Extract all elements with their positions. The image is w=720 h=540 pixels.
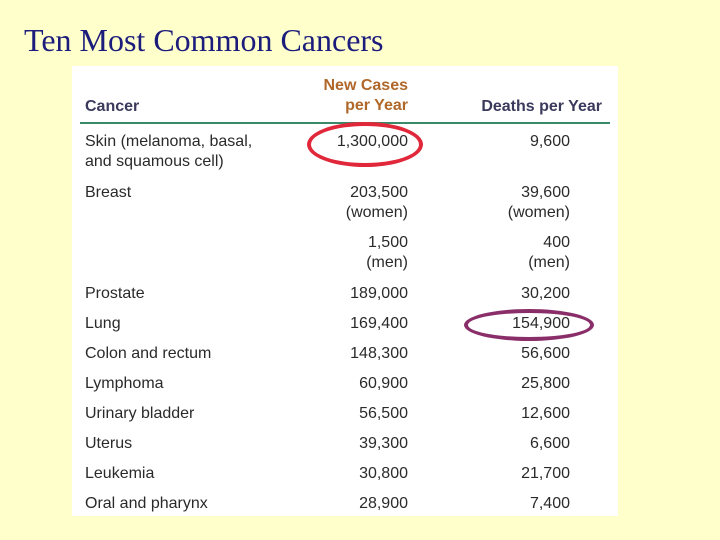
row-breast-men-deaths-label: (men) bbox=[528, 254, 570, 271]
row-leukemia-deaths: 21,700 bbox=[521, 465, 570, 482]
header-new-cases bbox=[323, 76, 408, 116]
row-lymphoma-deaths: 25,800 bbox=[521, 375, 570, 392]
row-bladder-cases: 56,500 bbox=[359, 405, 408, 422]
page-title: Ten Most Common Cancers bbox=[24, 22, 384, 58]
row-prostate-deaths: 30,200 bbox=[521, 285, 570, 302]
row-breast-men-cases-label: (men) bbox=[366, 254, 408, 271]
header-new-cases-line1: New Cases bbox=[323, 77, 408, 94]
row-lymphoma-name: Lymphoma bbox=[85, 375, 164, 392]
row-breast-women-cases bbox=[346, 183, 408, 223]
row-oral-cases: 28,900 bbox=[359, 495, 408, 512]
row-bladder-deaths: 12,600 bbox=[521, 405, 570, 422]
row-lung-cases: 169,400 bbox=[350, 315, 408, 332]
row-leukemia-cases: 30,800 bbox=[359, 465, 408, 482]
row-prostate-cases: 189,000 bbox=[350, 285, 408, 302]
row-lung-name: Lung bbox=[85, 315, 121, 332]
row-breast-men-cases bbox=[366, 233, 408, 273]
cancer-table bbox=[72, 66, 618, 516]
row-breast-men-deaths bbox=[528, 233, 570, 273]
row-skin-name bbox=[85, 132, 252, 172]
header-deaths: Deaths per Year bbox=[481, 98, 602, 115]
row-breast-men-cases-value: 1,500 bbox=[367, 234, 408, 251]
row-skin-name-line1: Skin (melanoma, basal, bbox=[85, 133, 253, 150]
row-breast-men-deaths-value: 400 bbox=[543, 234, 570, 251]
row-oral-name: Oral and pharynx bbox=[85, 495, 208, 512]
row-colon-name: Colon and rectum bbox=[85, 345, 212, 362]
row-skin-cases: 1,300,000 bbox=[336, 133, 408, 150]
highlight-oval-lung-deaths bbox=[464, 309, 594, 341]
row-uterus-deaths: 6,600 bbox=[529, 435, 570, 452]
row-lung-deaths: 154,900 bbox=[512, 315, 570, 332]
header-cancer: Cancer bbox=[85, 98, 140, 115]
row-breast-women-deaths bbox=[508, 183, 570, 223]
row-breast-women-deaths-label: (women) bbox=[507, 204, 570, 221]
row-breast-women-deaths-value: 39,600 bbox=[521, 184, 570, 201]
row-uterus-name: Uterus bbox=[85, 435, 133, 452]
row-skin-deaths: 9,600 bbox=[529, 133, 570, 150]
row-breast-name: Breast bbox=[85, 184, 132, 201]
row-uterus-cases: 39,300 bbox=[359, 435, 408, 452]
row-colon-deaths: 56,600 bbox=[521, 345, 570, 362]
row-colon-cases: 148,300 bbox=[350, 345, 408, 362]
row-oral-deaths: 7,400 bbox=[529, 495, 570, 512]
row-breast-women-cases-label: (women) bbox=[345, 204, 408, 221]
highlight-oval-skin-cases bbox=[307, 122, 423, 167]
row-skin-name-line2: and squamous cell) bbox=[85, 153, 224, 170]
header-new-cases-line2: per Year bbox=[345, 97, 408, 114]
row-bladder-name: Urinary bladder bbox=[85, 405, 195, 422]
row-lymphoma-cases: 60,900 bbox=[359, 375, 408, 392]
row-breast-women-cases-value: 203,500 bbox=[350, 184, 408, 201]
row-leukemia-name: Leukemia bbox=[85, 465, 155, 482]
row-prostate-name: Prostate bbox=[85, 285, 145, 302]
